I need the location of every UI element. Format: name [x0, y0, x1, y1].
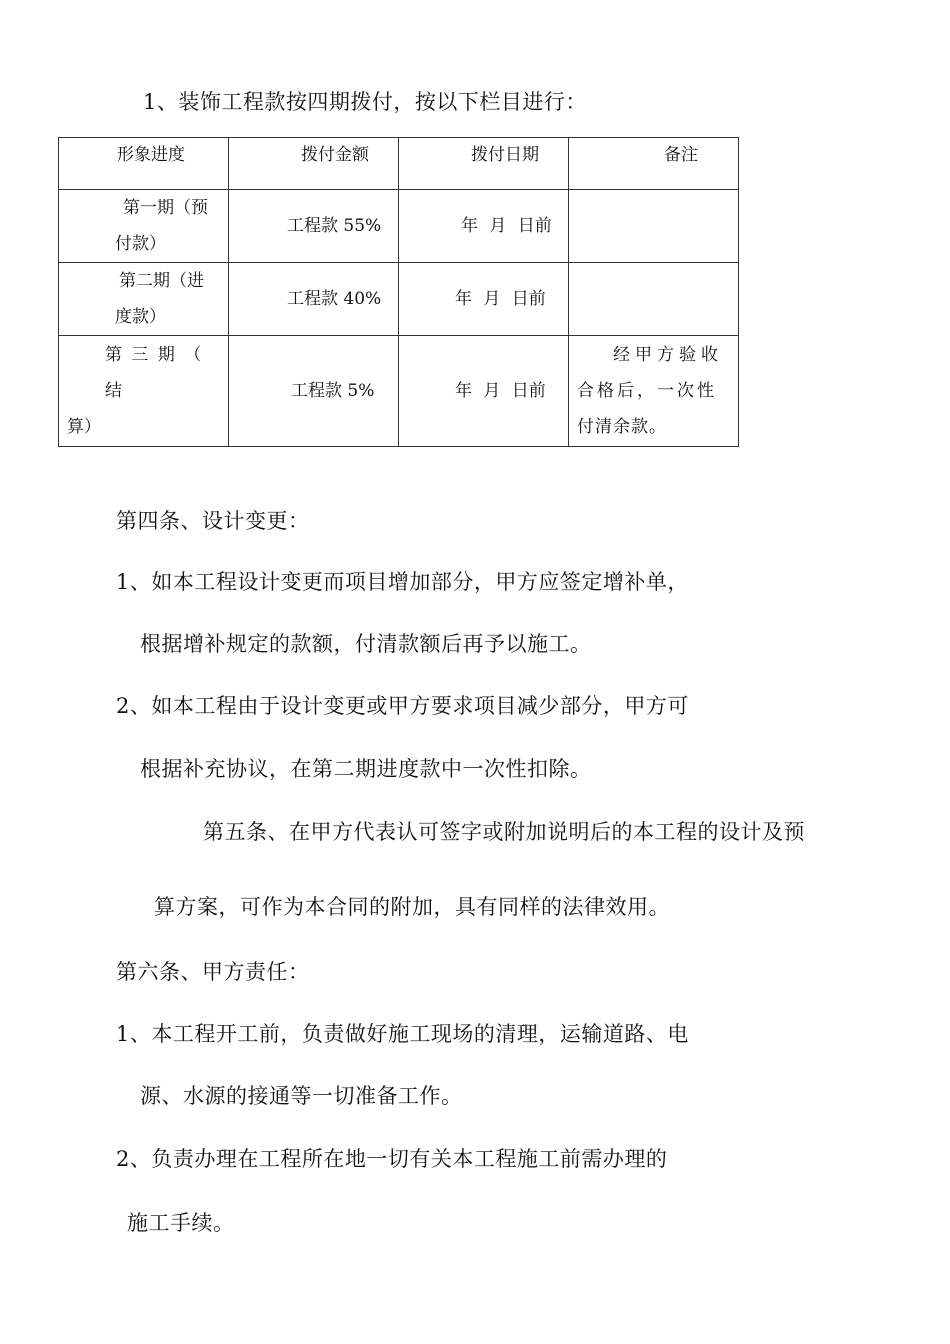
header-date: 拨付日期 — [399, 138, 569, 190]
date-cell: 年 月 日前 — [399, 190, 569, 263]
table-row — [59, 190, 739, 263]
table-row — [59, 263, 739, 336]
date-cell: 年 月 日前 — [399, 263, 569, 336]
phase-text-line1: 第一期（预 — [123, 198, 208, 218]
amount-cell: 工程款 40% — [229, 263, 399, 336]
payment-schedule-table — [58, 137, 739, 447]
phase-text-line1: 第二期（进 — [119, 271, 204, 291]
table-header-row — [59, 138, 739, 190]
note-cell — [569, 336, 739, 447]
table-row — [59, 336, 739, 447]
amount-cell: 工程款 5% — [229, 336, 399, 447]
date-cell: 年 月 日前 — [399, 336, 569, 447]
amount-cell: 工程款 55% — [229, 190, 399, 263]
header-progress: 形象进度 — [59, 138, 229, 190]
header-amount: 拨付金额 — [229, 138, 399, 190]
phase-text-line1: 第 三 期 （ 结 — [105, 345, 204, 401]
header-note: 备注 — [569, 138, 739, 190]
note-text-line1: 经甲方验收 — [613, 345, 723, 365]
article-4-item-1-cont: 根据增补规定的款额，付清款额后再予以施工。 — [140, 632, 592, 656]
note-cell — [569, 263, 739, 336]
intro-line: 1、装饰工程款按四期拨付，按以下栏目进行： — [143, 90, 587, 114]
note-cell — [569, 190, 739, 263]
phase-text-line2: 度款） — [115, 307, 166, 327]
phase-text-line2: 付款） — [115, 234, 166, 254]
phase-cell — [59, 336, 229, 447]
article-6-item-1-cont: 源、水源的接通等一切准备工作。 — [140, 1084, 463, 1108]
article-6-item-2-cont: 施工手续。 — [127, 1211, 235, 1235]
article-4-item-2-cont: 根据补充协议，在第二期进度款中一次性扣除。 — [140, 757, 592, 781]
phase-text-line2: 算） — [67, 417, 101, 437]
phase-cell — [59, 263, 229, 336]
article-4-item-2: 2、如本工程由于设计变更或甲方要求项目减少部分，甲方可 — [116, 694, 689, 718]
article-6-heading: 第六条、甲方责任： — [116, 960, 310, 984]
phase-cell — [59, 190, 229, 263]
article-5-cont: 算方案，可作为本合同的附加，具有同样的法律效用。 — [154, 895, 670, 919]
article-6-item-2: 2、负责办理在工程所在地一切有关本工程施工前需办理的 — [116, 1147, 668, 1171]
article-4-item-1: 1、如本工程设计变更而项目增加部分，甲方应签定增补单， — [116, 570, 689, 594]
article-4-heading: 第四条、设计变更： — [116, 509, 310, 533]
article-5: 第五条、在甲方代表认可签字或附加说明后的本工程的设计及预 — [203, 820, 805, 844]
article-6-item-1: 1、本工程开工前，负责做好施工现场的清理，运输道路、电 — [116, 1022, 689, 1046]
note-text-line3: 付清余款。 — [577, 417, 667, 437]
note-text-line2: 合格后，一次性 — [577, 381, 717, 401]
